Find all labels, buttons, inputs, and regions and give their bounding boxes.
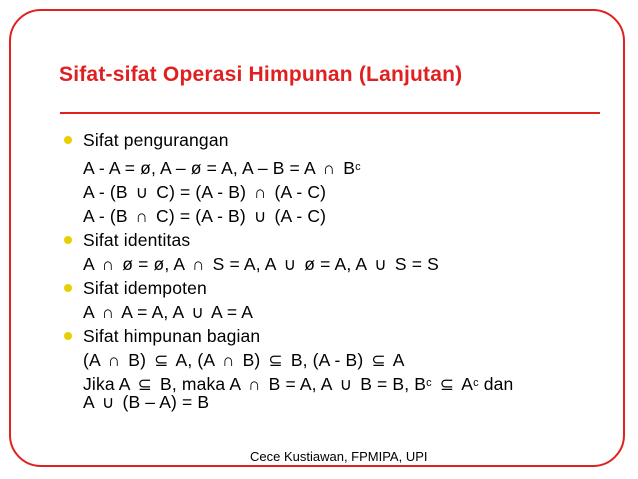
formula-line: A ∩ ø = ø, A ∩ S = A, A ∪ ø = A, A ∪ S = S (83, 254, 439, 274)
item-heading: Sifat himpunan bagian (83, 326, 261, 346)
item-heading: Sifat pengurangan (83, 130, 229, 150)
bullet-icon (64, 332, 72, 340)
formula-line: A - (B ∪ C) = (A - B) ∩ (A - C) (83, 182, 327, 202)
item-heading: Sifat idempoten (83, 278, 207, 298)
bullet-icon (64, 136, 72, 144)
bullet-icon (64, 284, 72, 292)
bullet-icon (64, 236, 72, 244)
formula-line: (A ∩ B) ⊆ A, (A ∩ B) ⊆ B, (A - B) ⊆ A (83, 350, 405, 370)
formula-line: A ∩ A = A, A ∪ A = A (83, 302, 254, 322)
formula-line: Jika A ⊆ B, maka A ∩ B = A, A ∪ B = B, $B^c$ ⊆ $A^c$ dan (83, 374, 514, 394)
slide-footer: Cece Kustiawan, FPMIPA, UPI (250, 449, 428, 464)
formula-line: A ∪ (B – A) = B (83, 392, 210, 412)
item-heading: Sifat identitas (83, 230, 191, 250)
slide-title: Sifat-sifat Operasi Himpunan (Lanjutan) (59, 63, 463, 86)
formula-line: A - (B ∩ C) = (A - B) ∪ (A - C) (83, 206, 327, 226)
formula-line: A - A = ø, A – ø = A, A – B = A ∩ $B^c$ (83, 158, 361, 178)
